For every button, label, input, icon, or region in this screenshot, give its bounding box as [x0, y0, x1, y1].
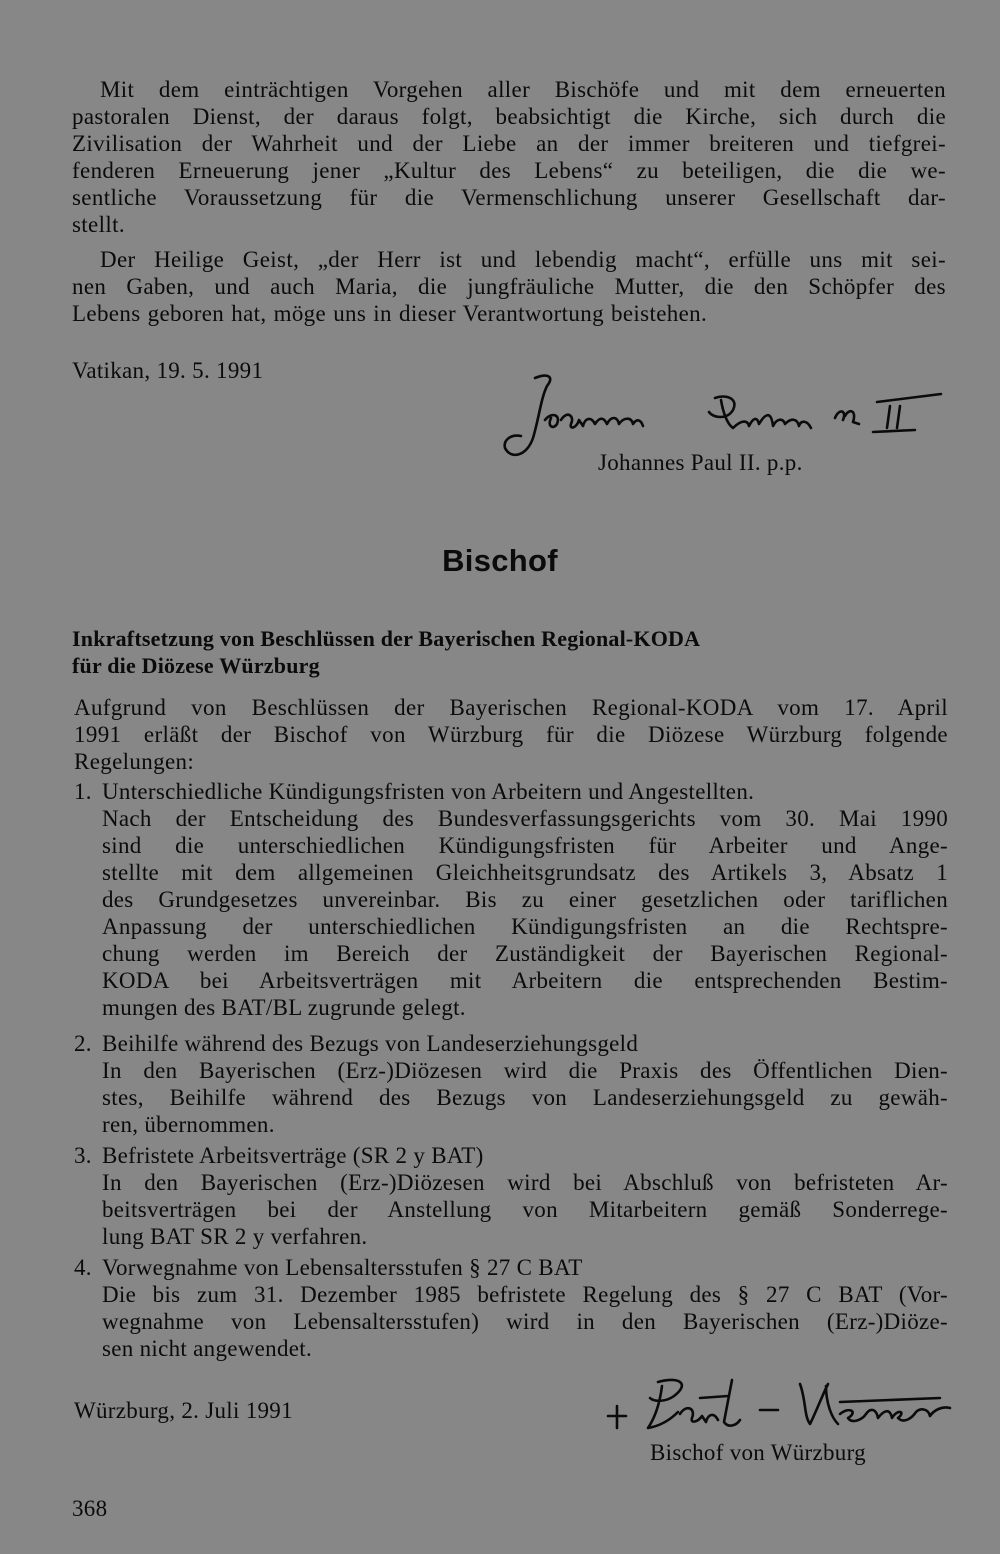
- item-number: 2.: [74, 1031, 92, 1056]
- text-line: stellt.: [72, 212, 125, 237]
- text-line: KODA bei Arbeitsverträgen mit Arbeitern die entsprechenden Bestim-: [102, 968, 948, 993]
- decree-title: [72, 625, 892, 679]
- item-number: 4.: [74, 1255, 92, 1280]
- text-line: In den Bayerischen (Erz-)Diözesen wird die Praxis des Öffentlichen Dien-: [102, 1058, 948, 1083]
- text-line: sind die unterschiedlichen Kündigungsfristen für Arbeiter und Ange-: [102, 833, 948, 858]
- text-line: Lebens geboren hat, möge uns in dieser Verantwortung beistehen.: [72, 301, 708, 326]
- text-line: stellte mit dem allgemeinen Gleichheitsgrundsatz des Artikels 3, Absatz 1: [102, 860, 948, 885]
- text-line: Aufgrund von Beschlüssen der Bayerischen Regional-KODA vom 17. April: [74, 695, 948, 720]
- decree-item-1: [74, 778, 948, 1021]
- intro-paragraph-2: [72, 246, 946, 327]
- text-line: sentliche Voraussetzung für die Vermenschlichung unserer Gesellschaft dar-: [72, 185, 946, 210]
- item-heading: Unterschiedliche Kündigungsfristen von Arbeitern und Angestellten.: [102, 779, 755, 804]
- text-line: nen Gaben, und auch Maria, die jungfräuliche Mutter, die den Schöpfer des: [72, 274, 946, 299]
- text-line: Regelungen:: [74, 749, 195, 774]
- decree-item-3: [74, 1142, 948, 1250]
- bishop-signatory: Bischof von Würzburg: [650, 1440, 866, 1465]
- item-heading: Befristete Arbeitsverträge (SR 2 y BAT): [102, 1143, 484, 1168]
- text-line: des Grundgesetzes unvereinbar. Bis zu einer gesetzlichen oder tariflichen: [102, 887, 948, 912]
- text-line: mungen des BAT/BL zugrunde gelegt.: [102, 995, 466, 1020]
- page-number: 368: [72, 1496, 108, 1521]
- item-number: 3.: [74, 1143, 92, 1168]
- text-line: Mit dem einträchtigen Vorgehen aller Bischöfe und mit dem erneuerten: [100, 77, 946, 102]
- text-line: Zivilisation der Wahrheit und der Liebe an der immer breiteren und tiefgrei-: [72, 131, 946, 156]
- decree-item-2: [74, 1030, 948, 1138]
- decree-title-line: Inkraftsetzung von Beschlüssen der Bayerischen Regional-KODA: [72, 626, 701, 651]
- text-line: lung BAT SR 2 y verfahren.: [102, 1224, 368, 1249]
- text-line: stes, Beihilfe während des Bezugs von Landeserziehungsgeld zu gewäh-: [102, 1085, 948, 1110]
- text-line: In den Bayerischen (Erz-)Diözesen wird bei Abschluß von befristeten Ar-: [102, 1170, 948, 1195]
- section-heading: Bischof: [442, 543, 558, 578]
- bishop-place-date: Würzburg, 2. Juli 1991: [74, 1398, 293, 1423]
- text-line: Anpassung der unterschiedlichen Kündigungsfristen an die Rechtspre-: [102, 914, 948, 939]
- intro-paragraph-1: [72, 76, 946, 238]
- text-line: beitsverträgen bei der Anstellung von Mitarbeitern gemäß Sonderrege-: [102, 1197, 948, 1222]
- text-line: Die bis zum 31. Dezember 1985 befristete Regelung des § 27 C BAT (Vor-: [102, 1282, 948, 1307]
- text-line: Nach der Entscheidung des Bundesverfassungsgerichts vom 30. Mai 1990: [102, 806, 948, 831]
- bishop-signature: [600, 1372, 960, 1442]
- text-line: fenderen Erneuerung jener „Kultur des Lebens“ zu beteiligen, die die we-: [72, 158, 946, 183]
- papal-place-date: Vatikan, 19. 5. 1991: [72, 358, 264, 383]
- text-line: Der Heilige Geist, „der Herr ist und lebendig macht“, erfülle uns mit sei-: [100, 247, 946, 272]
- text-line: 1991 erläßt der Bischof von Würzburg für die Diözese Würzburg folgende: [74, 722, 948, 747]
- text-line: wegnahme von Lebensaltersstufen) wird in den Bayerischen (Erz-)Diöze-: [102, 1309, 948, 1334]
- decree-title-line: für die Diözese Würzburg: [72, 653, 320, 678]
- text-line: sen nicht angewendet.: [102, 1336, 313, 1361]
- text-line: pastoralen Dienst, der daraus folgt, beabsichtigt die Kirche, sich durch die: [72, 104, 946, 129]
- item-heading: Vorwegnahme von Lebensaltersstufen § 27 C BAT: [102, 1255, 583, 1280]
- item-heading: Beihilfe während des Bezugs von Landeserziehungsgeld: [102, 1031, 639, 1056]
- text-line: ren, übernommen.: [102, 1112, 275, 1137]
- decree-preamble: [74, 694, 948, 775]
- decree-item-4: [74, 1254, 948, 1362]
- papal-signatory: Johannes Paul II. p.p.: [598, 450, 803, 475]
- text-line: chung werden im Bereich der Zuständigkeit der Bayerischen Regional-: [102, 941, 948, 966]
- item-number: 1.: [74, 779, 92, 804]
